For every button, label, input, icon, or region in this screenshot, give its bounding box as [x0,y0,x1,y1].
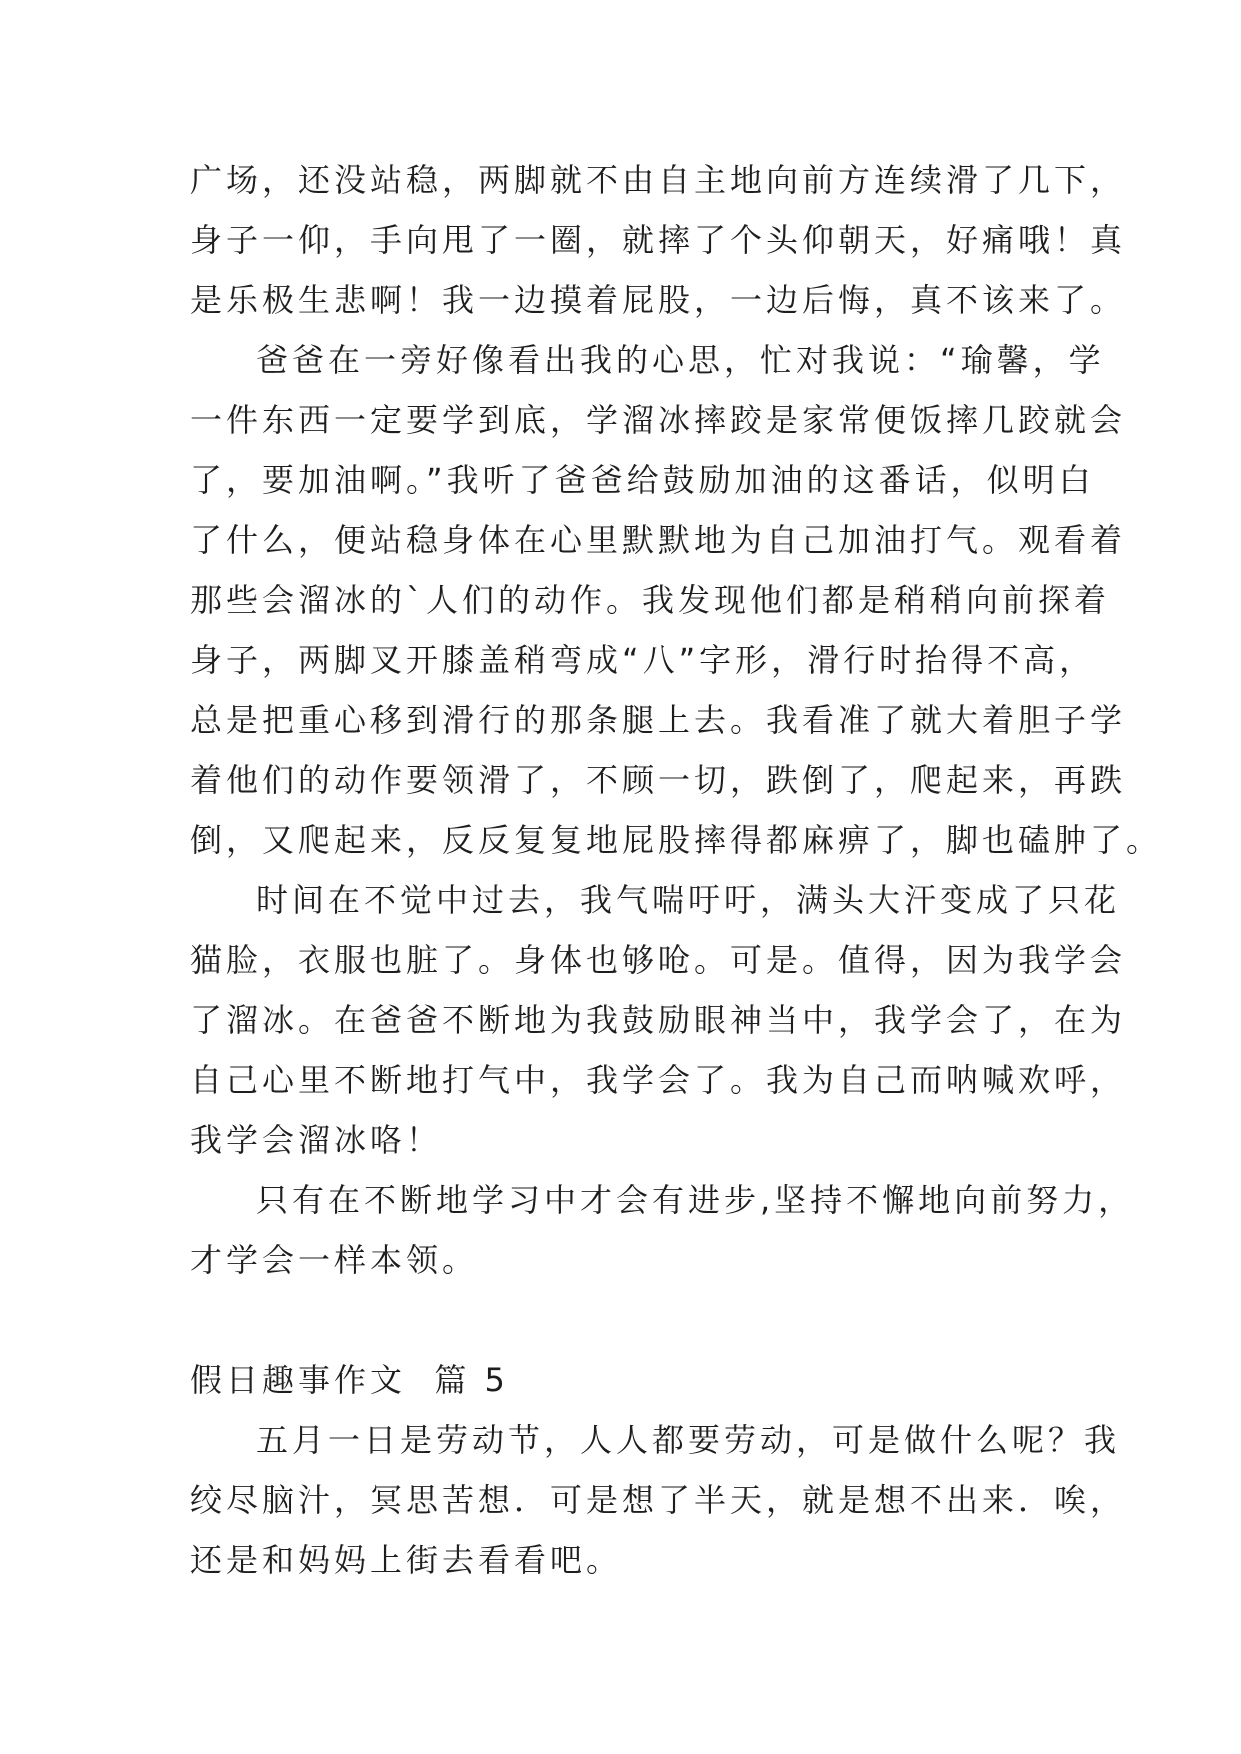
text-line: 才学会一样本领。 [190,1241,479,1279]
text-line: 了，要加油啊。”我听了爸爸给鼓励加油的这番话，似明白 [190,461,1095,499]
text-line: 还是和妈妈上街去看看吧。 [190,1541,623,1579]
section-heading: 假日趣事作文 篇 5 [190,1361,509,1399]
text-line: 我学会溜冰咯！ [190,1121,443,1159]
text-line: 时间在不觉中过去，我气喘吁吁，满头大汗变成了只花 [256,881,1121,919]
text-line: 自己心里不断地打气中，我学会了。我为自己而呐喊欢呼， [190,1061,1127,1099]
text-line: 是乐极生悲啊！我一边摸着屁股，一边后悔，真不该来了。 [190,281,1127,319]
paragraph-1 [190,150,1127,330]
text-line: 了什么，便站稳身体在心里默默地为自己加油打气。观看着 [190,521,1127,559]
text-line: 爸爸在一旁好像看出我的心思，忙对我说：“瑜馨，学 [256,341,1105,379]
paragraph-4 [190,1170,1135,1290]
text-line: 绞尽脑汁，冥思苦想．可是想了半天，就是想不出来．唉， [190,1481,1127,1519]
text-line: 着他们的动作要领滑了，不顾一切，跌倒了，爬起来，再跌 [190,761,1127,799]
paragraph-2 [190,330,1163,870]
section-2 [190,1350,1127,1590]
text-line: 只有在不断地学习中才会有进步,坚持不懈地向前努力， [256,1181,1135,1219]
text-line: 广场，还没站稳，两脚就不由自主地向前方连续滑了几下， [190,161,1127,199]
text-line: 一件东西一定要学到底，学溜冰摔跤是家常便饭摔几跤就会 [190,401,1127,439]
document-page [190,150,1163,1590]
text-line: 身子，两脚叉开膝盖稍弯成“八”字形，滑行时抬得不高， [190,641,1096,679]
text-line: 倒，又爬起来，反反复复地屁股摔得都麻痹了，脚也磕肿了。 [190,821,1163,859]
text-line: 身子一仰，手向甩了一圈，就摔了个头仰朝天，好痛哦！真 [190,221,1127,259]
text-line: 那些会溜冰的`人们的动作。我发现他们都是稍稍向前探着 [190,581,1111,619]
paragraph-3 [190,870,1127,1170]
text-line: 总是把重心移到滑行的那条腿上去。我看准了就大着胆子学 [190,701,1127,739]
paragraph-5 [190,1410,1127,1590]
text-line: 了溜冰。在爸爸不断地为我鼓励眼神当中，我学会了，在为 [190,1001,1127,1039]
text-line: 猫脸，衣服也脏了。身体也够呛。可是。值得，因为我学会 [190,941,1127,979]
section-spacer [190,1290,1070,1350]
section-1 [190,150,1163,1290]
text-line: 五月一日是劳动节，人人都要劳动，可是做什么呢？我 [256,1421,1121,1459]
